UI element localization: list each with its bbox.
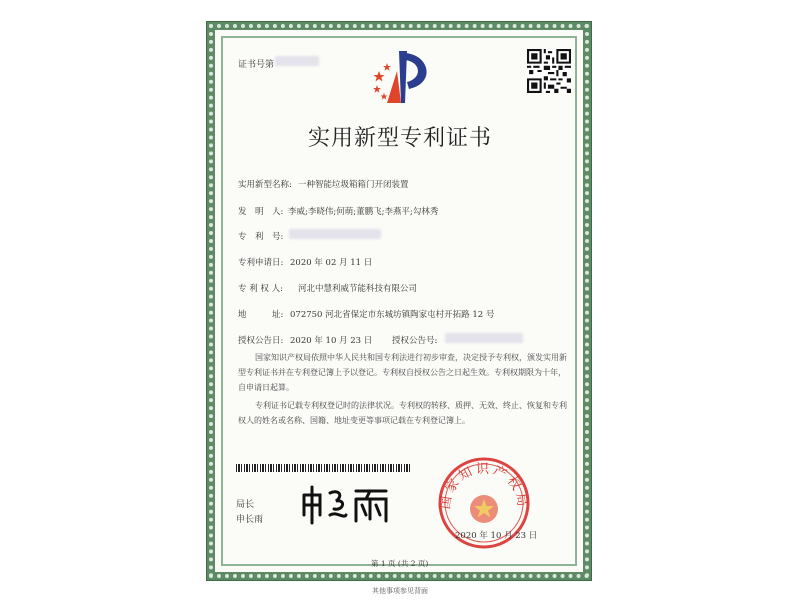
certificate-title: 实用新型专利证书 <box>307 126 492 151</box>
address-label: 地 址: <box>238 310 284 320</box>
page-indicator: 第 1 页 (共 2 页) <box>371 559 429 568</box>
utility-model-name-label: 实用新型名称: <box>238 180 292 190</box>
svg-text:国家知识产权局: 国家知识产权局 <box>438 461 530 511</box>
director-name: 申长雨 <box>236 515 264 525</box>
address-value: 072750 河北省保定市东城坊镇陶家屯村开拓路 12 号 <box>290 310 495 320</box>
qr-code-icon <box>527 49 571 93</box>
grant-date-value: 2020 年 10 月 23 日 <box>290 336 373 346</box>
paragraph-legal-status: 专利证书记载专利权登记时的法律状况。专利权的转移、质押、无效、终止、恢复和专利权人的姓名或名称、国籍、地址变更等事项记载在专利登记簿上。 <box>238 401 567 425</box>
patent-number-redacted <box>289 229 381 239</box>
filing-date-label: 专利申请日: <box>238 258 284 268</box>
grant-number-redacted <box>445 333 523 343</box>
filing-date-value: 2020 年 02 月 11 日 <box>290 258 373 268</box>
director-signature-icon <box>300 485 390 525</box>
inventor-value: 李威;李晓伟;何萌;董鹏飞;李燕平;勾林秀 <box>288 207 439 217</box>
patent-logo-icon <box>371 51 435 107</box>
grant-number-label: 授权公告号: <box>392 336 438 346</box>
paragraph-grant-statement: 国家知识产权局依照中华人民共和国专利法进行初步审查，决定授予专利权，颁发实用新型专利证书并在专利登记簿上予以登记。专利权自授权公告之日起生效。专利权期限为十年，自申请日起算。 <box>238 353 567 392</box>
grant-date-label: 授权公告日: <box>238 336 284 346</box>
patentee-value: 河北中慧利威节能科技有限公司 <box>298 284 418 294</box>
seal-date: 2020 年 10 月 23 日 <box>455 531 538 541</box>
inventor-label: 发 明 人: <box>238 207 284 217</box>
director-title: 局长 <box>236 500 255 510</box>
bottom-note: 其他事项参见背面 <box>372 587 428 595</box>
cert-no-label: 证书号第 <box>238 60 275 70</box>
patentee-label: 专 利 权 人: <box>238 284 283 294</box>
utility-model-name-value: 一种智能垃圾箱箱门开闭装置 <box>298 180 409 190</box>
barcode-icon <box>236 464 410 472</box>
patent-number-label: 专 利 号: <box>238 232 284 242</box>
cert-no-redacted <box>275 56 319 66</box>
